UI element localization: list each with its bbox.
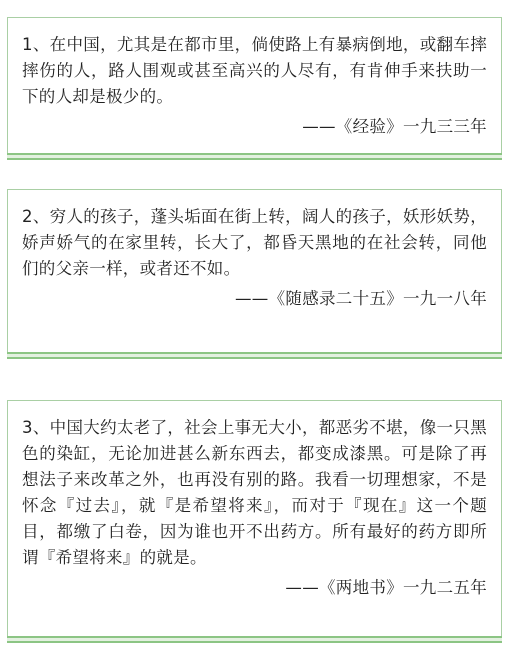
quote-text: 3、中国大约太老了，社会上事无大小，都恶劣不堪，像一只黑色的染缸，无论加进甚么新东西去，都变成漆黑。可是除了再想法子来改革之外，也再没有别的路。我看一切理想家，不是怀念『过去』，就『是希望将来』，而对于『现在』这一个题目，都缴了白卷，因为谁也开不出药方。所有最好的药方即所谓『希望将来』的就是。 <box>22 418 487 567</box>
quote-card-2 <box>7 189 502 359</box>
card-bottom-bar <box>7 636 502 643</box>
quote-source: ——《两地书》一九二五年 <box>285 578 487 597</box>
quote-card-3 <box>7 400 502 643</box>
card-bottom-bar <box>7 352 502 359</box>
card-bottom-bar <box>7 153 502 160</box>
quote-source: ——《经验》一九三三年 <box>302 117 487 136</box>
quote-text: 2、穷人的孩子，蓬头垢面在街上转，阔人的孩子，妖形妖势，娇声娇气的在家里转，长大了，都昏天黑地的在社会转，同他们的父亲一样，或者还不如。 <box>22 207 487 278</box>
quote-card-1 <box>7 17 502 160</box>
quote-text: 1、在中国，尤其是在都市里，倘使路上有暴病倒地，或翻车摔摔伤的人，路人围观或甚至高兴的人尽有，有肯伸手来扶助一下的人却是极少的。 <box>22 35 487 106</box>
quote-source: ——《随感录二十五》一九一八年 <box>235 289 487 308</box>
